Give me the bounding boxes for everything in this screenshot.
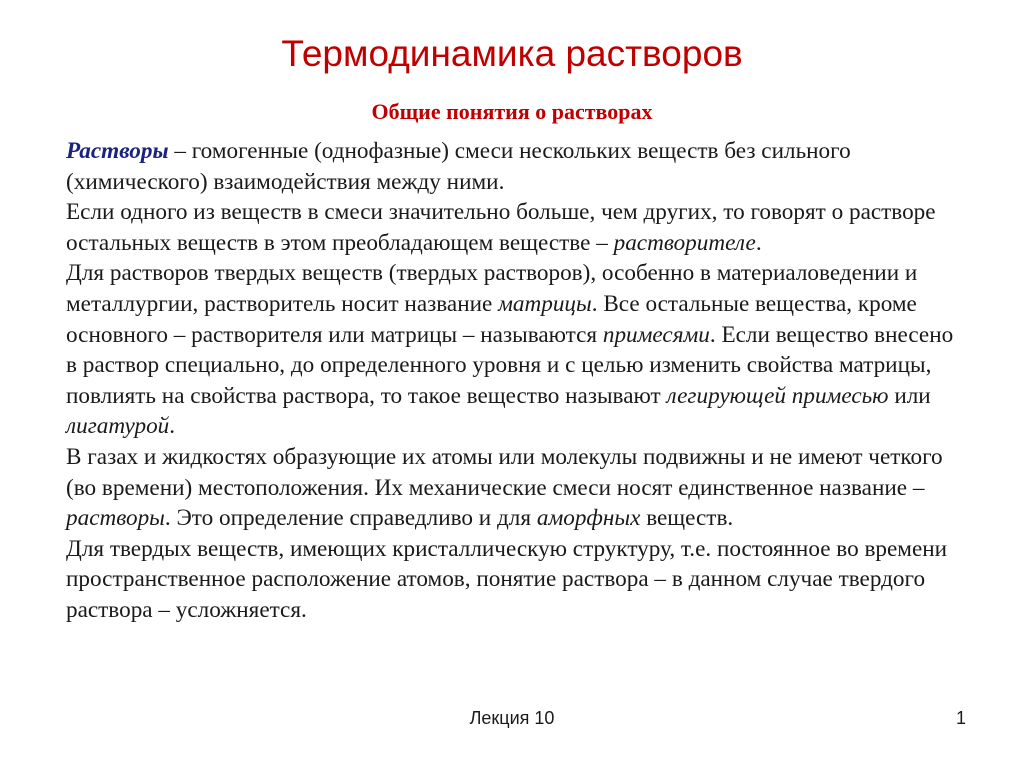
paragraph-text: Для растворов твердых веществ (твердых растворов), особенно в материаловедении и металлургии, растворитель носит название — [66, 260, 918, 317]
term-solvent: растворителе — [613, 229, 756, 256]
term-solutions: Растворы — [66, 138, 169, 164]
term-ligature: лигатурой — [66, 413, 170, 440]
paragraph-text: Если одного из веществ в смеси значительно больше, чем других, то говорят о растворе остальных веществ в этом преобладающем веществе – — [66, 199, 936, 256]
paragraph-text: . Все остальные вещества, кроме основного – растворителя или матрицы – называются — [66, 290, 917, 348]
term-matrix: матрицы — [498, 290, 592, 317]
paragraph-text: Для твердых веществ, имеющих кристаллическую структуру, т.е. постоянное во времени пространственное расположение атомов, понятие раствора – в данном случае твердого раствора – усложняется. — [66, 535, 948, 623]
page-number: 1 — [955, 708, 966, 728]
paragraph-text: – гомогенные (однофазные) смеси нескольких веществ без сильного (химического) взаимодействия между ними. — [66, 138, 851, 195]
term-alloying-impurity: легирующей примесью — [666, 382, 889, 409]
paragraph-crystalline — [66, 534, 966, 626]
term-amorphous: аморфных — [536, 505, 641, 532]
paragraph-text: или — [888, 382, 931, 409]
paragraph-text: . Это определение справедливо и для — [164, 505, 537, 532]
paragraph-text: В газах и жидкостях образующие их атомы или молекулы подвижны и не имеют четкого (во времени) местоположения. Их механические смеси носят единственное название – — [66, 443, 943, 501]
term-impurities: примесями — [602, 321, 710, 348]
footer-lecture: Лекция 10 — [469, 708, 555, 728]
paragraph-text: веществ. — [640, 505, 734, 532]
slide-body — [66, 136, 966, 626]
slide-subtitle: Общие понятия о растворах — [371, 99, 653, 124]
paragraph-text: . — [169, 413, 176, 440]
paragraph-text: . — [755, 229, 762, 256]
paragraph-text: . Если вещество внесено в раствор специально, до определенного уровня и с целью изменить свойства матрицы, повлиять на свойства раствора, то такое вещество называют — [66, 321, 954, 409]
term-solutions-2: растворы — [66, 505, 165, 532]
slide-title: Термодинамика растворов — [281, 33, 743, 74]
paragraph-solid-solutions — [66, 258, 966, 442]
paragraph-gases-liquids — [66, 442, 966, 534]
paragraph-solvent — [66, 197, 966, 258]
paragraph-definition — [66, 136, 966, 197]
